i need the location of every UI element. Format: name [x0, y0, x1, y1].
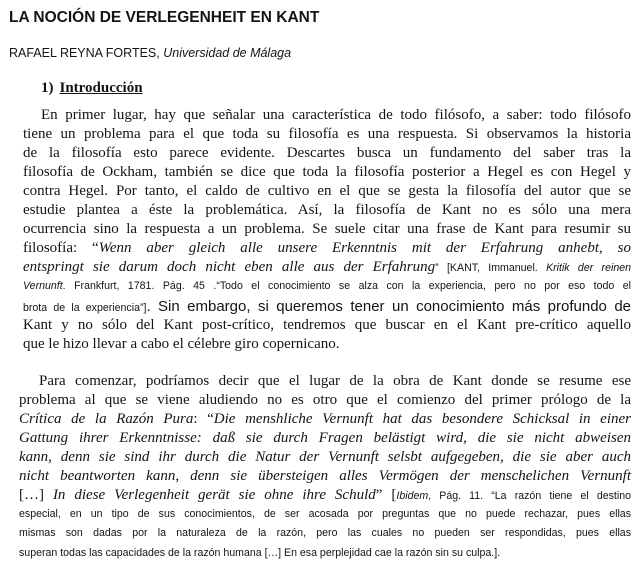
citation-text: . Frankfurt, 1781. Pág. 45 .“Todo el conocimiento se alza con la experiencia, pero no por eso todo el: [62, 280, 631, 292]
paragraph-line: [19, 448, 631, 467]
paragraph-line: que le hizo llevar a cabo el célebre giro copernicano.: [23, 336, 340, 352]
paragraph-line: [19, 410, 631, 429]
paragraph-line: contra Hegel. Por tanto, el caldo de cultivo en el que se gesta la filosofía del autor que se: [23, 183, 631, 199]
paragraph-line: de la filosofía esto parece evidente. Descartes busca un fundamento del saber tras la: [23, 145, 631, 161]
paragraph-line: [23, 239, 631, 258]
book-title: Crítica de la Razón Pura: [19, 411, 194, 427]
footnote-line: especial, en un tipo de sus conocimientos, de ser acosada por preguntas que no puede rechazar, pues ellas: [19, 508, 631, 520]
german-quote: In diese Verlegenheit gerät sie ohne ihre Schuld: [52, 487, 376, 503]
german-quote: Gattung ihrer Erkenntnisse: daß sie durch Fragen belästigt wird, die sie nicht abweisen: [19, 430, 631, 446]
paragraph-line: [23, 297, 631, 316]
section-title: Introducción: [59, 80, 143, 96]
section-heading: [41, 80, 143, 97]
paragraph-line: [19, 486, 631, 505]
section-number: 1): [41, 80, 54, 96]
german-quote: entspringt sie darum doch nicht eben alle aus der Erfahrung: [23, 259, 436, 275]
citation-title: Kritik der reinen: [546, 262, 632, 274]
german-quote: kann, denn sie sind ihr durch die Natur der Vernunft selsbt aufgegeben, die sie aber auch: [19, 449, 631, 465]
paragraph-line: Para comenzar, podríamos decir que el lugar de la obra de Kant donde se resume ese: [39, 373, 631, 389]
text-run: filosofía: “: [23, 240, 99, 256]
text-run: ” [: [375, 487, 397, 503]
citation-ibidem: Ibidem: [396, 490, 429, 502]
document-title: LA NOCIÓN DE VERLEGENHEIT EN KANT: [9, 9, 320, 26]
paragraph-line: Kant y no sólo del Kant post-crítico, tendremos que buscar en el Kant pre-crítico aquello: [23, 317, 631, 333]
author-name: RAFAEL REYNA FORTES,: [9, 46, 164, 60]
citation-title: Vernunft: [23, 280, 63, 292]
paragraph-line: En primer lugar, hay que señalar una característica de todo filósofo, a saber: todo filósofo: [41, 107, 631, 123]
citation-text: brota de la experiencia”]: [23, 302, 147, 314]
footnote-line: superan todas las capacidades de la razón humana […] En esa perplejidad cae la razón sin su culpa.].: [19, 547, 501, 559]
paragraph-line: [19, 467, 631, 486]
paragraph-line: filosofía de Ockham, también se dice que toda la filosofía posterior a Hegel es con Hegel y: [23, 164, 631, 180]
paragraph-line: estudie plantea a éste la problemática. Así, la filosofía de Kant no es sólo una mera: [23, 202, 631, 218]
paragraph-line: problema al que se viene aludiendo no es otro que el comienzo del primer prólogo de la: [19, 392, 631, 408]
paragraph-line: [19, 429, 631, 448]
german-quote: Die menshliche Vernunft hat das besondere Schicksal in einer: [213, 411, 632, 427]
citation-text: ” [KANT, Immanuel.: [435, 262, 547, 274]
paragraph-line: [23, 258, 631, 277]
german-quote: nicht beantworten kann, denn sie übersteigen alles Vermögen der menschelichen Vernunft: [19, 468, 631, 484]
german-quote: Wenn aber gleich alle unsere Erkenntnis mit der Erfahrung anhebt, so: [98, 240, 631, 256]
author-line: [9, 46, 291, 60]
citation-text: , Pág. 11. “La razón tiene el destino: [428, 490, 632, 502]
text-run: […]: [19, 487, 53, 503]
paragraph-line: tiene un problema para el que toda su filosofía es una respuesta. Si observamos la historia: [23, 126, 631, 142]
footnote-line: mismas son dadas por la naturaleza de la razón, pero las cuales no pueden ser respondidas, pues ellas: [19, 527, 631, 539]
text-run: . Sin embargo, si queremos tener un conocimiento más profundo de: [146, 298, 632, 315]
paragraph-line: ocurrencia sino la respuesta a un problema. Se suele citar una frase de Kant para resumir su: [23, 221, 631, 237]
text-run: : “: [193, 411, 214, 427]
author-affiliation: Universidad de Málaga: [163, 46, 292, 60]
footnote-line: [23, 278, 631, 295]
